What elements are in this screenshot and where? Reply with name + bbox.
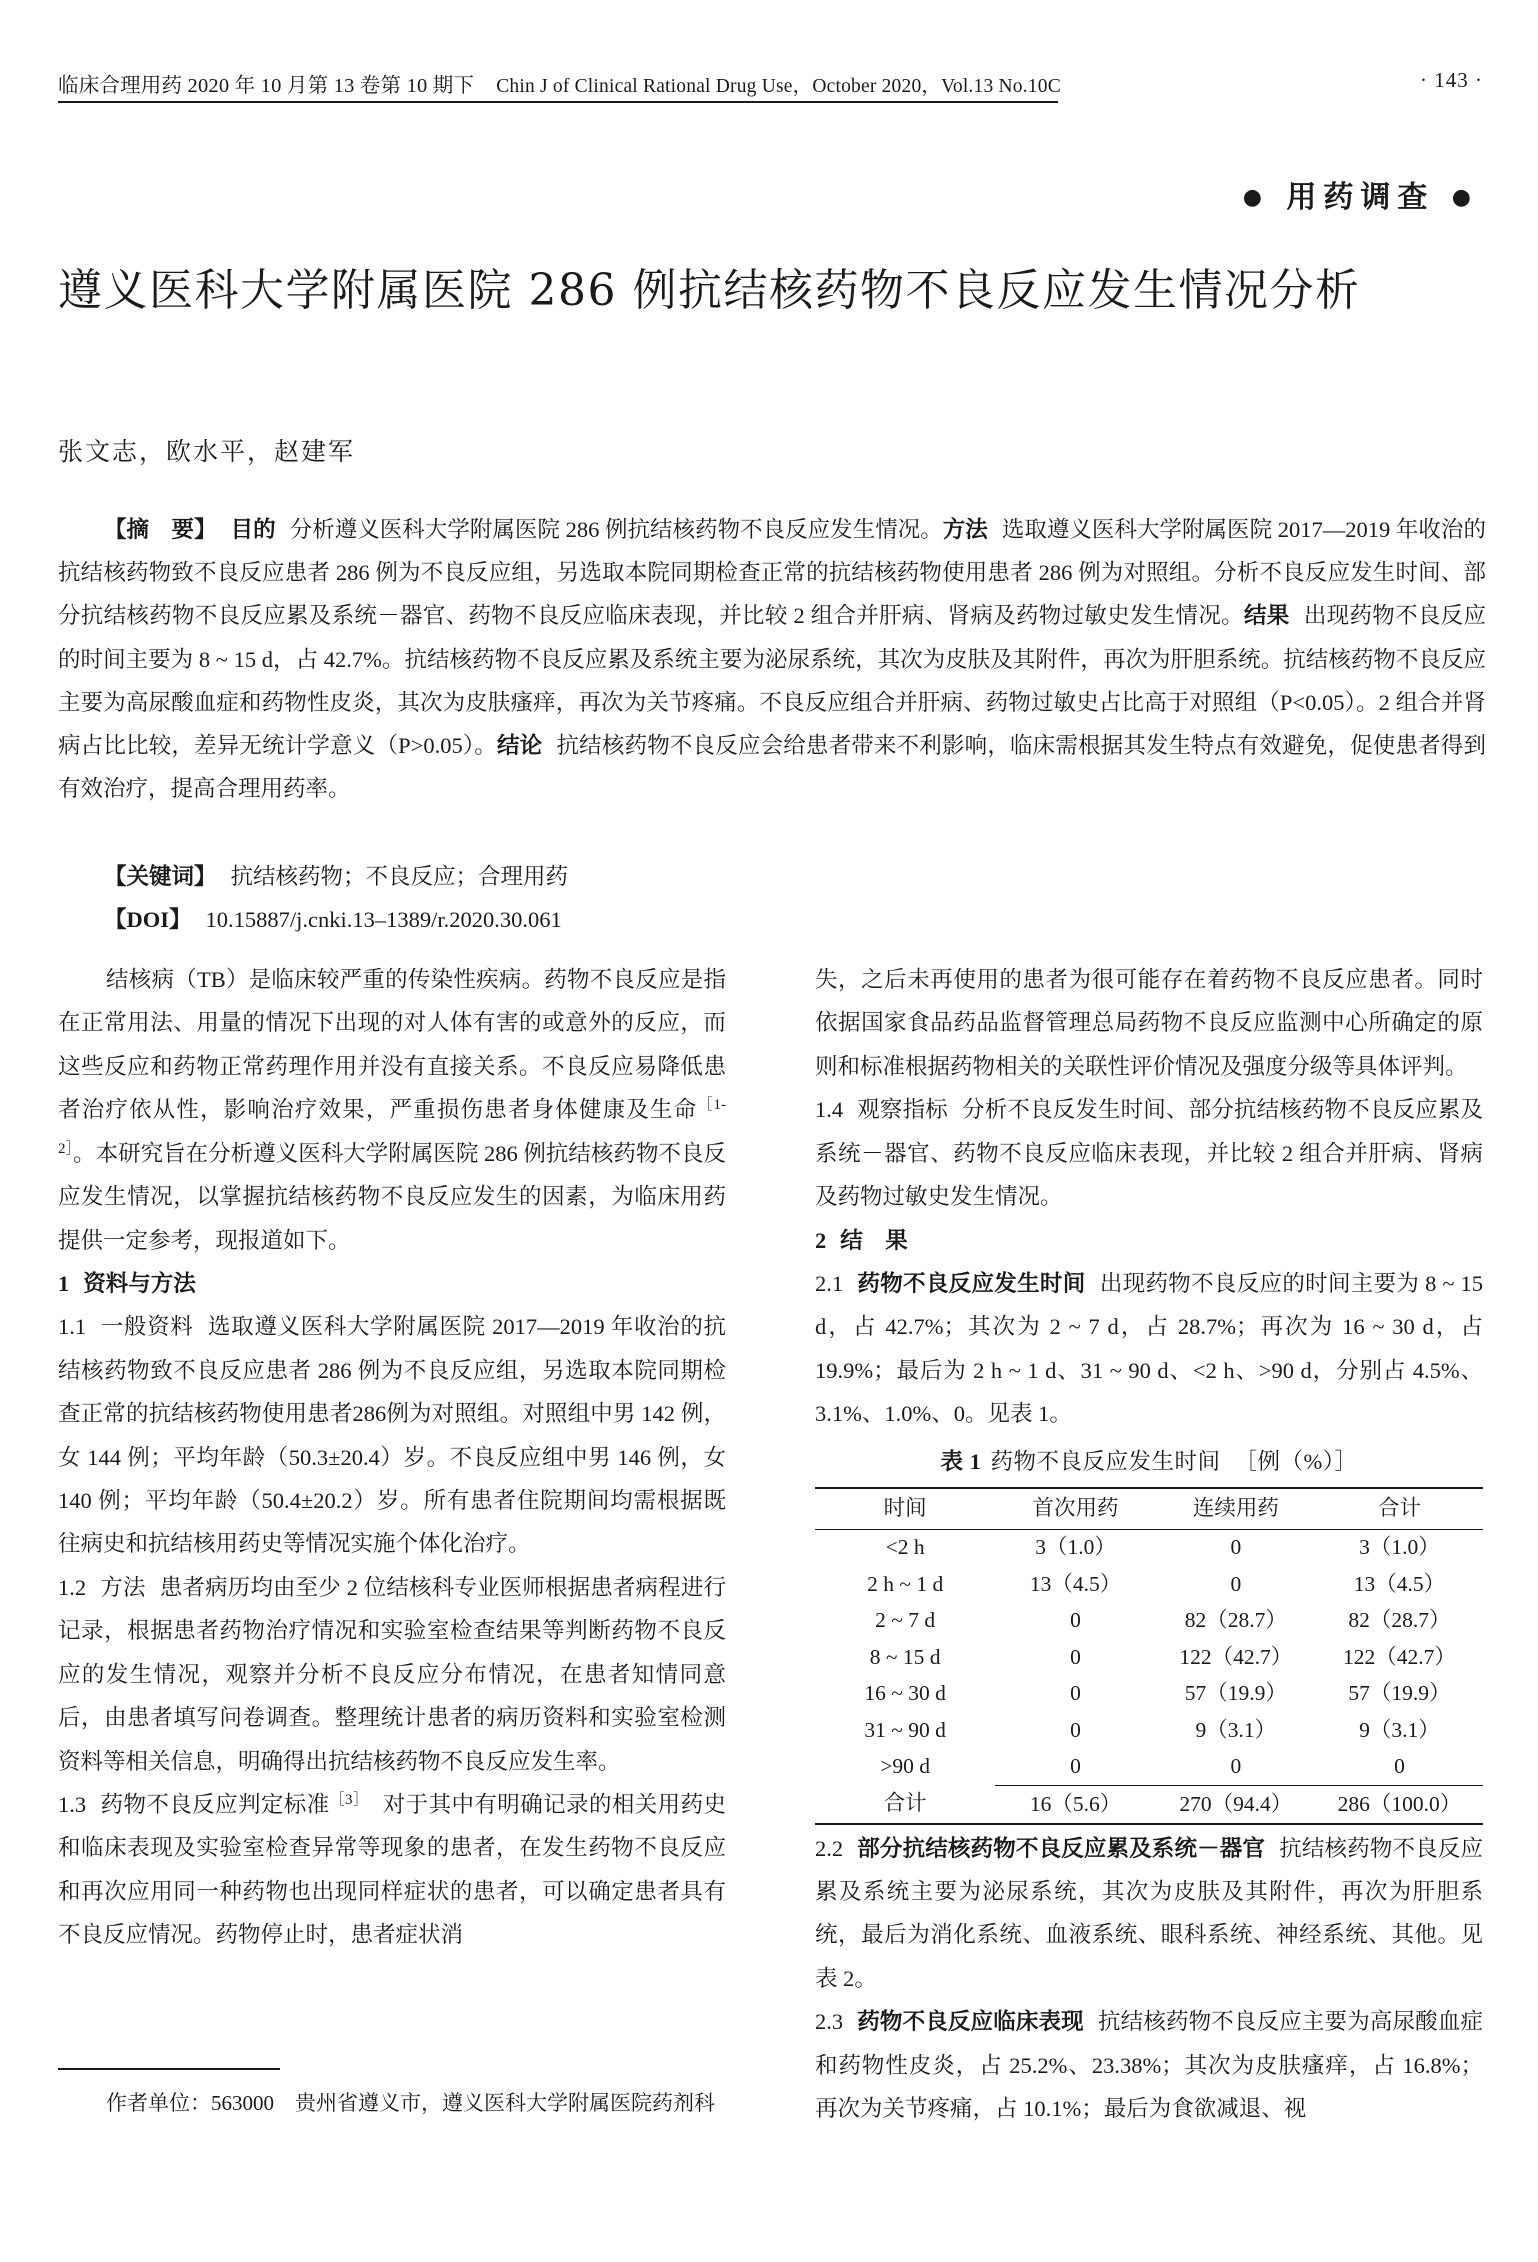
section-2-2 [815, 1827, 1483, 2001]
section-2-1-title: 药物不良反应发生时间 [857, 1270, 1086, 1296]
abstract-conclusion-text: 抗结核药物不良反应会给患者带来不利影响，临床需根据其发生特点有效避免，促使患者得到有效治疗，提高合理用药率。 [58, 732, 1486, 802]
left-column [58, 958, 726, 1957]
table-1-head [815, 1488, 1483, 1529]
table-1-r0-c3: 3（1.0） [1359, 1535, 1440, 1560]
abstract-label: 【摘 要】 [104, 517, 217, 542]
footnote-body [58, 2084, 726, 2124]
section-1-1-title: 一般资料 [100, 1314, 194, 1340]
table-1-total-label: 合计 [815, 1786, 995, 1824]
table-1-r4-c0: 16 ~ 30 d [864, 1681, 946, 1706]
table-1-r3-c3: 122（42.7） [1343, 1644, 1456, 1669]
section-category-header [1243, 172, 1478, 216]
section-1-3-title: 药物不良反应判定标准 [100, 1792, 330, 1818]
table-1-r0-c1: 3（1.0） [1035, 1535, 1116, 1560]
section-2-2-text: 抗结核药物不良反应累及系统主要为泌尿系统，其次为皮肤及其附件，再次为肝胆系统，最后为消化系统、血液系统、眼科系统、神经系统、其他。见表 2。 [815, 1835, 1483, 1991]
table-row [815, 1676, 1483, 1713]
section-1-3-text: 对于其中有明确记录的相关用药史和临床表现及实验室检查异常等现象的患者，在发生药物不良反应和再次应用同一种药物也出现同样症状的患者，可以确定患者具有不良反应情况。药物停止时，患者症状消 [58, 1792, 726, 1948]
section-2-number: 2 [815, 1227, 827, 1253]
table-1-r3-c0: 8 ~ 15 d [869, 1644, 941, 1669]
keywords-doi-block [58, 855, 1486, 941]
abstract-conclusion-label: 结论 [496, 732, 543, 758]
table-1-total-first-use: 16（5.6） [995, 1786, 1155, 1824]
table-1-r6-c1: 0 [1070, 1754, 1081, 1779]
table-1 [815, 1487, 1483, 1825]
table-1-r1-c3: 13（4.5） [1353, 1571, 1446, 1596]
article-title: 遵义医科大学附属医院 286 例抗结核药物不良反应发生情况分析 [58, 265, 1361, 316]
table-1-r5-c3: 9（3.1） [1359, 1717, 1440, 1742]
table-1-total-continuous-use: 270（94.4） [1156, 1786, 1316, 1824]
author-affiliation-footnote [58, 2068, 726, 2123]
table-1-r5-c1: 0 [1070, 1717, 1081, 1742]
table-1-total-total: 286（100.0） [1316, 1786, 1483, 1824]
table-row [815, 1712, 1483, 1749]
section-1-number: 1 [58, 1270, 70, 1296]
section-1-2-title: 方法 [100, 1574, 146, 1600]
section-category-label: 用药调查 [1286, 180, 1435, 215]
section-2-1-number: 2.1 [815, 1270, 844, 1296]
abstract-methods-text: 选取遵义医科大学附属医院 2017—2019 年收治的抗结核药物致不良反应患者 286 例为不良反应组，另选取本院同期检查正常的抗结核药物使用患者 286 例为对照组。分析不良反应发生时间、部分抗结核药物不良反应累及系统－器官、药物不良反应临床表现，并比较 2 组合并肝病、肾病及药物过敏史发生情况。 [58, 517, 1486, 629]
running-head-english: Chin J of Clinical Rational Drug Use，October 2020，Vol.13 No.10C [496, 76, 1061, 97]
table-1-col-first-use: 首次用药 [995, 1488, 1155, 1529]
right-column [815, 958, 1483, 2131]
abstract-block [58, 508, 1486, 810]
table-1-r1-c1: 13（4.5） [1029, 1571, 1122, 1596]
abstract-paragraph [58, 508, 1486, 810]
section-2-1-text: 出现药物不良反应的时间主要为 8 ~ 15 d，占 42.7%；其次为 2 ~ 7 d，占 28.7%；再次为 16 ~ 30 d，占 19.9%；最后为 2 h ~ 1 d、31 ~ 90 d、<2 h、>90 d，分别占 4.5%、3.1%、1.0%、0。见表 1。 [815, 1270, 1483, 1427]
abstract-methods-label: 方法 [942, 517, 988, 542]
footnote-text: 563000 贵州省遵义市，遵义医科大学附属医院药剂科 [211, 2090, 715, 2115]
running-head [58, 68, 1483, 98]
table-1-r3-c1: 0 [1070, 1644, 1081, 1669]
table-1-r3-c2: 122（42.7） [1179, 1644, 1293, 1669]
doi-row [104, 898, 1486, 941]
abstract-objective-label: 目的 [230, 517, 276, 542]
section-1-2 [58, 1566, 726, 1783]
intro-paragraph [58, 958, 726, 1262]
footnote-label: 作者单位： [106, 2090, 211, 2115]
bullet-left-icon: ● [1242, 184, 1269, 210]
table-1-r0-c0: <2 h [885, 1535, 925, 1560]
section-1-4-title: 观察指标 [857, 1097, 948, 1123]
section-1-heading [58, 1262, 726, 1305]
table-1-r5-c2: 9（3.1） [1195, 1717, 1277, 1742]
page-number: · 143 · [1420, 68, 1483, 92]
keywords-row [104, 855, 1486, 898]
table-1-r2-c3: 82（28.7） [1348, 1608, 1451, 1633]
table-1-r2-c1: 0 [1070, 1608, 1081, 1633]
author-list: 张文志，欧水平，赵建军 [58, 437, 356, 466]
keywords-value: 抗结核药物；不良反应；合理用药 [230, 864, 569, 889]
section-1-4-number: 1.4 [815, 1097, 844, 1123]
intro-text-continued: 。本研究旨在分析遵义医科大学附属医院 286 例抗结核药物不良反应发生情况，以掌握抗结核药物不良反应发生的因素，为临床用药提供一定参考，现报道如下。 [58, 1140, 726, 1253]
section-2-3 [815, 2000, 1483, 2130]
section-2-2-number: 2.2 [815, 1835, 844, 1861]
section-1-1 [58, 1305, 726, 1566]
table-row [815, 1639, 1483, 1676]
section-1-3 [58, 1783, 726, 1957]
header-divider [58, 101, 1058, 103]
continued-paragraph: 失，之后未再使用的患者为很可能存在着药物不良反应患者。同时依据国家食品药品监督管理总局药物不良反应监测中心所确定的原则和标准根据药物相关的关联性评价情况及强度分级等具体评判。 [815, 967, 1483, 1079]
footnote-divider [58, 2068, 280, 2070]
table-1-header-row [815, 1488, 1483, 1529]
abstract-results-text: 出现药物不良反应的时间主要为 8 ~ 15 d，占 42.7%。抗结核药物不良反应累及系统主要为泌尿系统，其次为皮肤及其附件，再次为肝胆系统。抗结核药物不良反应主要为高尿酸血症和药物性皮炎，其次为皮肤瘙痒，再次为关节疼痛。不良反应组合并肝病、药物过敏史占比高于对照组（P<0.05）。2 组合并肾病占比比较，差异无统计学意义（P>0.05）。 [58, 603, 1486, 758]
bullet-right-icon: ● [1451, 184, 1478, 210]
table-1-r4-c2: 57（19.9） [1184, 1681, 1287, 1706]
section-1-2-text: 患者病历均由至少 2 位结核科专业医师根据患者病程进行记录，根据患者药物治疗情况和实验室检查结果等判断药物不良反应的发生情况，观察并分析不良反应分布情况，在患者知情同意后，由患者填写问卷调查。整理统计患者的病历资料和实验室检测资料等相关信息，明确得出抗结核药物不良反应发生率。 [58, 1574, 726, 1774]
table-1-total-row [815, 1786, 1483, 1824]
table-1-r6-c0: >90 d [880, 1754, 931, 1779]
section-1-3-reference-marker: ［3］ [329, 1792, 369, 1809]
keywords-label: 【关键词】 [104, 864, 217, 889]
section-1-4-text: 分析不良反发生时间、部分抗结核药物不良反应累及系统－器官、药物不良反应临床表现，并比较 2 组合并肝病、肾病及药物过敏史发生情况。 [815, 1097, 1483, 1210]
table-1-r0-c2: 0 [1230, 1535, 1242, 1560]
section-2-1 [815, 1262, 1483, 1436]
body-columns [58, 958, 1483, 2138]
section-2-2-title: 部分抗结核药物不良反应累及系统－器官 [857, 1835, 1266, 1861]
table-1-number: 表 1 [940, 1448, 982, 1474]
table-1-caption [815, 1440, 1483, 1483]
intro-reference-marker: ［1-2］ [58, 1097, 726, 1157]
table-1-container [815, 1440, 1483, 1825]
table-1-r2-c0: 2 ~ 7 d [875, 1608, 936, 1633]
table-1-r4-c3: 57（19.9） [1348, 1681, 1451, 1706]
table-1-r2-c2: 82（28.7） [1184, 1608, 1287, 1633]
table-row [815, 1566, 1483, 1603]
section-1-3-number: 1.3 [58, 1792, 87, 1818]
doi-label: 【DOI】 [104, 907, 192, 933]
table-1-unit: ［例（%）］ [1234, 1448, 1358, 1474]
table-1-col-total: 合计 [1316, 1488, 1483, 1529]
table-1-title: 药物不良反应发生时间 [990, 1448, 1221, 1474]
section-1-1-number: 1.1 [58, 1314, 87, 1340]
section-1-title: 资料与方法 [83, 1270, 196, 1296]
table-1-r1-c2: 0 [1230, 1571, 1242, 1596]
table-row [815, 1529, 1483, 1566]
table-1-col-time: 时间 [815, 1488, 995, 1529]
doi-value: 10.15887/j.cnki.13–1389/r.2020.30.061 [205, 907, 562, 933]
abstract-objective-text: 分析遵义医科大学附属医院 286 例抗结核药物不良反应发生情况。 [289, 517, 943, 542]
running-head-chinese: 临床合理用药 2020 年 10 月第 13 卷第 10 期下 [58, 75, 475, 97]
section-2-3-title: 药物不良反应临床表现 [857, 2009, 1084, 2035]
table-1-r6-c2: 0 [1230, 1754, 1242, 1779]
section-2-3-text: 抗结核药物不良反应主要为高尿酸血症和药物性皮炎，占 25.2%、23.38%；其次为皮肤瘙痒，占 16.8%；再次为关节疼痛，占 10.1%；最后为食欲减退、视 [815, 2009, 1483, 2122]
table-1-r5-c0: 31 ~ 90 d [864, 1717, 946, 1742]
section-1-2-number: 1.2 [58, 1574, 87, 1600]
section-2-3-number: 2.3 [815, 2009, 844, 2035]
table-row [815, 1749, 1483, 1786]
section-2-title: 结 果 [840, 1227, 908, 1253]
section-1-1-text: 选取遵义医科大学附属医院 2017—2019 年收治的抗结核药物致不良反应患者 286 例为不良反应组，另选取本院同期检查正常的抗结核药物使用患者286例为对照组。对照组中男 142 例，女 144 例；平均年龄（50.3±20.4）岁。不良反应组中男 146 例，女 140 例；平均年龄（50.4±20.2）岁。所有患者住院期间均需根据既往病史和抗结核用药史等情况实施个体化治疗。 [58, 1314, 726, 1557]
table-1-col-continuous-use: 连续用药 [1156, 1488, 1316, 1529]
table-1-body [815, 1529, 1483, 1824]
table-1-r4-c1: 0 [1070, 1681, 1081, 1706]
table-row [815, 1603, 1483, 1640]
section-1-4 [815, 1088, 1483, 1218]
abstract-results-label: 结果 [1243, 603, 1290, 629]
table-1-r1-c0: 2 h ~ 1 d [867, 1571, 944, 1596]
section-2-heading [815, 1219, 1483, 1262]
table-1-r6-c3: 0 [1394, 1754, 1405, 1779]
intro-text: 结核病（TB）是临床较严重的传染性疾病。药物不良反应是指在正常用法、用量的情况下出现的对人体有害的或意外的反应，而这些反应和药物正常药理作用并没有直接关系。不良反应易降低患者治疗依从性，影响治疗效果，严重损伤患者身体健康及生命 [58, 967, 726, 1123]
